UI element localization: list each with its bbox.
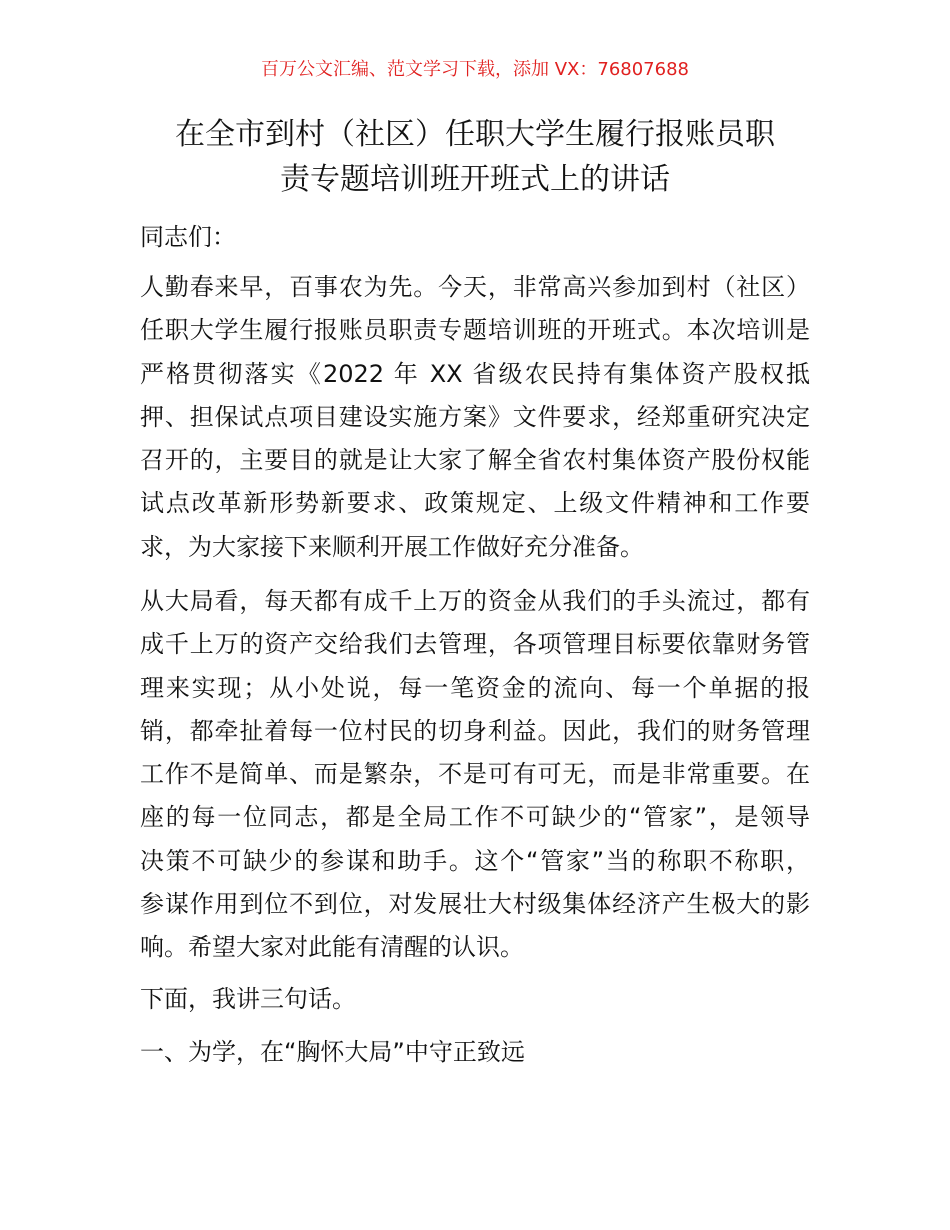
paragraph-line: 试点改革新形势新要求、政策规定、上级文件精神和工作要 — [140, 489, 810, 518]
title-line: 在全市到村（社区）任职大学生履行报账员职 — [175, 117, 775, 152]
paragraph-line: 座的每一位同志，都是全局工作不可缺少的“管家”，是领导 — [140, 803, 810, 832]
salutation — [140, 216, 810, 259]
watermark-header: 百万公文汇编、范文学习下载，添加 VX：76807688 — [261, 59, 689, 80]
paragraph-line: 响。希望大家对此能有清醒的认识。 — [140, 933, 524, 962]
paragraph-2 — [140, 580, 810, 970]
paragraph-line: 下面，我讲三句话。 — [140, 985, 356, 1013]
paragraph-line: 成千上万的资产交给我们去管理，各项管理目标要依靠财务管 — [140, 630, 810, 659]
paragraph-3 — [140, 978, 810, 1021]
paragraph-line: 决策不可缺少的参谋和助手。这个“管家”当的称职不称职， — [140, 846, 810, 875]
section-heading — [140, 1031, 810, 1074]
paragraph-line: 工作不是简单、而是繁杂，不是可有可无，而是非常重要。在 — [140, 760, 810, 789]
document-title — [100, 112, 850, 202]
paragraph-line: 任职大学生履行报账员职责专题培训班的开班式。本次培训是 — [140, 316, 810, 345]
paragraph-line: 理来实现；从小处说，每一笔资金的流向、每一个单据的报 — [140, 673, 810, 702]
section-heading-text: 一、为学，在“胸怀大局”中守正致远 — [140, 1038, 525, 1066]
paragraph-line: 押、担保试点项目建设实施方案》文件要求，经郑重研究决定 — [140, 402, 810, 431]
paragraph-line: 人勤春来早，百事农为先。今天，非常高兴参加到村（社区） — [140, 273, 810, 301]
salutation-text: 同志们： — [140, 223, 236, 251]
title-line: 责专题培训班开班式上的讲话 — [280, 162, 670, 197]
paragraph-line: 参谋作用到位不到位，对发展壮大村级集体经济产生极大的影 — [140, 890, 810, 919]
paragraph-line: 求，为大家接下来顺利开展工作做好充分准备。 — [140, 532, 644, 561]
paragraph-line: 召开的，主要目的就是让大家了解全省农村集体资产股份权能 — [140, 446, 810, 475]
paragraph-line: 从大局看，每天都有成千上万的资金从我们的手头流过，都有 — [140, 587, 810, 615]
paragraph-1 — [140, 266, 810, 569]
paragraph-line: 严格贯彻落实《2022 年 XX 省级农民持有集体资产股权抵 — [140, 359, 810, 388]
paragraph-line: 销，都牵扯着每一位村民的切身利益。因此，我们的财务管理 — [140, 716, 810, 745]
